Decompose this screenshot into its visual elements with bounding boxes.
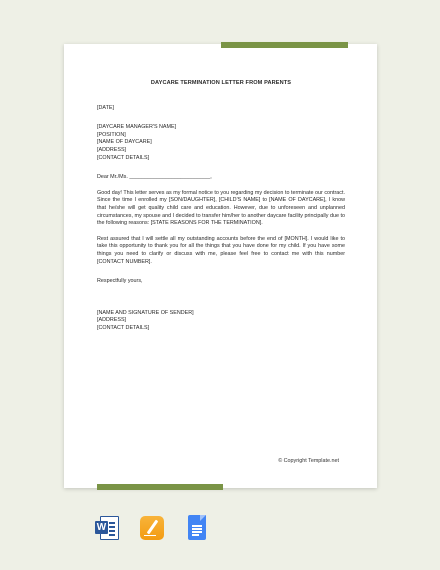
recipient-daycare: [NAME OF DAYCARE] [97, 139, 152, 146]
sender-contact: [CONTACT DETAILS] [97, 324, 150, 331]
letter-title: DAYCARE TERMINATION LETTER FROM PARENTS [150, 80, 292, 86]
sender-address: [ADDRESS] [97, 317, 127, 324]
body-paragraph-2: Rest assured that I will settle all my outstanding accounts before the end of [MONTH]. I would like to take this opportunity to thank you for all the things that you have done for my child. If you have some things you need to clarify or discuss with me, please feel free to contact me with this number [CONTACT NUMBER]. [97, 235, 345, 265]
format-icons [95, 515, 209, 541]
copyright-notice: © Copyright Template.net [278, 458, 339, 464]
sender-name: [NAME AND SIGNATURE OF SENDER] [97, 309, 194, 316]
letter-date: [DATE] [97, 104, 114, 111]
accent-bar-bottom [97, 484, 223, 490]
recipient-name: [DAYCARE MANAGER'S NAME] [97, 124, 177, 131]
accent-bar-top [221, 42, 348, 48]
microsoft-word-icon[interactable]: W [95, 515, 119, 541]
body-paragraph-1: Good day! This letter serves as my formal notice to you regarding my decision to terminate our contract. Since the time I enrolled my [SON/DAUGHTER], [CHILD'S NAME] to [NAME OF DAYCARE], I know that he/she will get quality child care and education. However, due to unforeseen and unplanned circumstances, my spouse and I decided to transfer him/her to another daycare facility principally due to the following reasons: [STATE REASONS FOR THE TERMINATION]. [97, 189, 345, 227]
recipient-contact: [CONTACT DETAILS] [97, 154, 150, 161]
google-docs-icon[interactable] [185, 515, 209, 541]
closing: Respectfully yours, [97, 278, 143, 285]
letter-body [97, 80, 345, 332]
recipient-position: [POSITION] [97, 131, 126, 138]
recipient-address: [ADDRESS] [97, 146, 127, 153]
apple-pages-icon[interactable] [140, 515, 164, 541]
letter-document [64, 44, 377, 488]
salutation: Dear Mr./Ms. ___________________________, [97, 174, 212, 181]
